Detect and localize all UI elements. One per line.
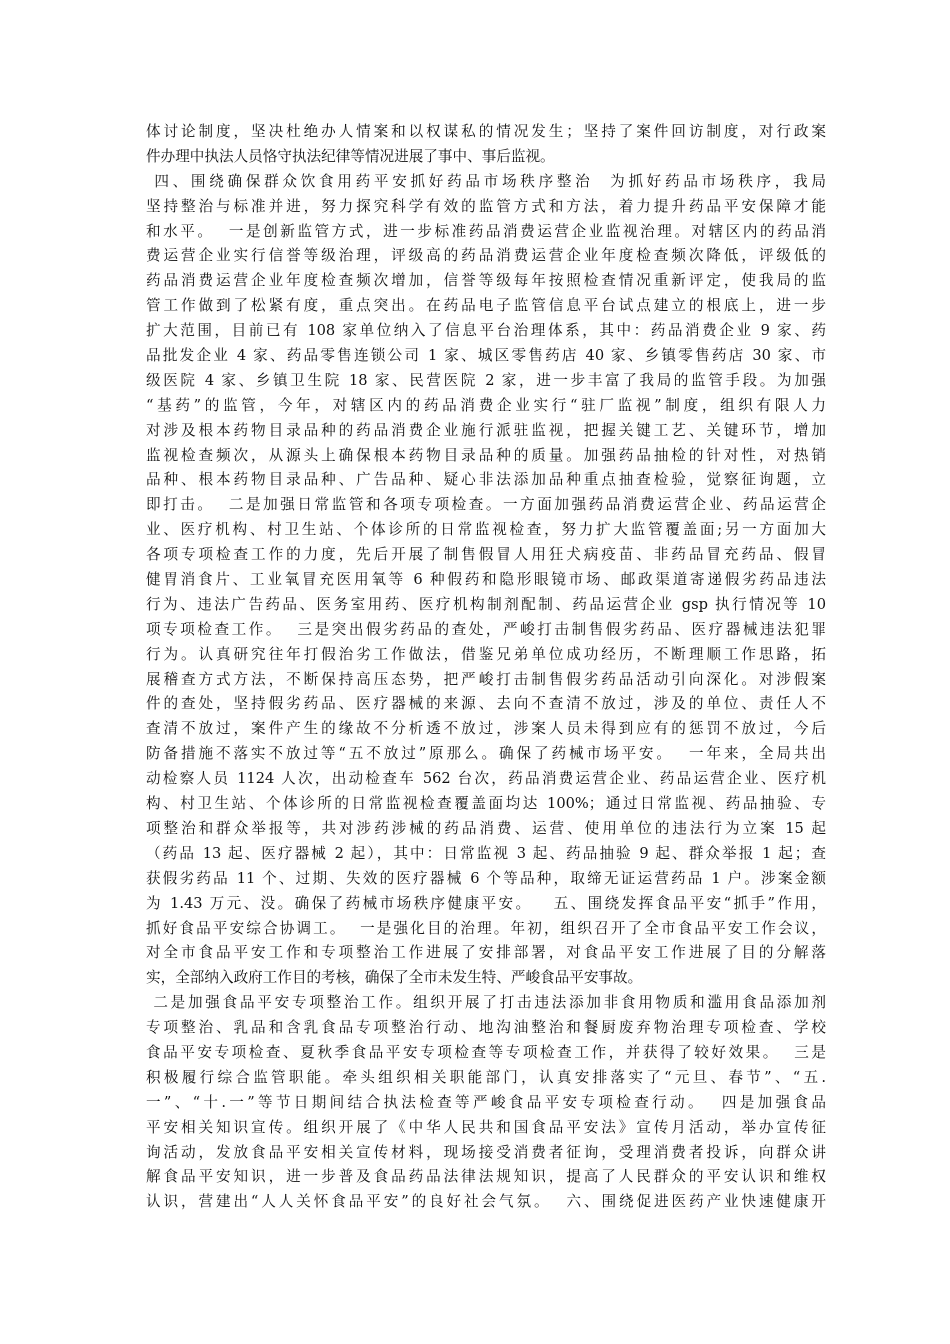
text-line: 动检察人员 1124 人次，出动检查车 562 台次，药品消费运营企业、药品运营企业、医疗机 <box>146 770 826 788</box>
text-line: 品批发企业 4 家、药品零售连锁公司 1 家、城区零售药店 40 家、乡镇零售药店 30 家、市 <box>146 347 826 365</box>
text-line: 对全市食品平安工作和专项整治工作进展了安排部署，对食品平安工作进展了目的分解落 <box>146 944 826 962</box>
text-line: 食品平安专项检查、夏秋季食品平安专项检查等专项检查工作，并获得了较好效果。 三是 <box>146 1043 826 1061</box>
text-line: 管工作做到了松紧有度，重点突出。在药品电子监管信息平台试点建立的根底上，进一步 <box>146 297 826 315</box>
text-line: 抓好食品平安综合协调工。 一是强化目的治理。年初，组织召开了全市食品平安工作会议， <box>146 919 826 937</box>
text-line: 监视检查频次，从源头上确保根本药物目录品种的质量。加强药品抽检的针对性，对热销 <box>146 446 826 464</box>
text-line: 和水平。 一是创新监管方式，进一步标准药品消费运营企业监视治理。对辖区内的药品消 <box>146 222 826 240</box>
text-line: 健胃消食片、工业氧冒充医用氧等 6 种假药和隐形眼镜市场、邮政渠道寄递假劣药品违法 <box>146 571 826 589</box>
text-line: 询活动，发放食品平安相关宣传材料，现场接受消费者征询，受理消费者投诉，向群众讲 <box>146 1143 826 1161</box>
text-line: 项整治和群众举报等，共对涉药涉械的药品消费、运营、使用单位的违法行为立案 15 起 <box>146 819 826 837</box>
text-line: 业、医疗机构、村卫生站、个体诊所的日常监视检查，努力扩大监管覆盖面;另一方面加大 <box>146 521 826 539</box>
text-line: 防备措施不落实不放过等“五不放过”原那么。确保了药械市场平安。 一年来，全局共出 <box>146 745 826 763</box>
text-line: 级医院 4 家、乡镇卫生院 18 家、民营医院 2 家，进一步丰富了我局的监管手段。为加强 <box>146 371 826 389</box>
text-line: 体讨论制度，坚决杜绝办人情案和以权谋私的情况发生；坚持了案件回访制度，对行政案 <box>146 123 826 140</box>
text-line: 项专项检查工作。 三是突出假劣药品的查处，严峻打击制售假劣药品、医疗器械违法犯罪 <box>146 620 826 638</box>
text-line: 品种、根本药物目录品种、广告品种、疑心非法添加品种重点抽查检验，觉察征询题，立 <box>146 471 826 489</box>
text-line: 坚持整治与标准并进，努力探究科学有效的监管方式和方法，着力提升药品平安保障才能 <box>146 197 826 215</box>
text-line: 专项整治、乳品和含乳食品专项整治行动、地沟油整治和餐厨废弃物治理专项检查、学校 <box>146 1019 826 1037</box>
text-line: 药品消费运营企业年度检查频次增加，信誉等级每年按照检查情况重新评定，使我局的监 <box>146 272 826 290</box>
text-line: 各项专项检查工作的力度，先后开展了制售假冒人用狂犬病疫苗、非药品冒充药品、假冒 <box>146 546 826 564</box>
text-line: 二是加强食品平安专项整治工作。组织开展了打击违法添加非食用物质和滥用食品添加剂 <box>146 994 826 1012</box>
text-line: 实，全部纳入政府工作目的考核，确保了全市未发生特、严峻食品平安事故。 <box>146 969 643 987</box>
text-line: 积极履行综合监管职能。牵头组织相关职能部门，认真安排落实了“元旦、春节”、“五. <box>146 1068 826 1086</box>
text-line: 行为、违法广告药品、医务室用药、医疗机构制剂配制、药品运营企业 gsp 执行情况等 10 <box>146 595 826 613</box>
body-text <box>146 120 826 1215</box>
text-line: 即打击。 二是加强日常监管和各项专项检查。一方面加强药品消费运营企业、药品运营企 <box>146 496 826 514</box>
text-line: 行为。认真研究往年打假治劣工作做法，借鉴兄弟单位成功经历，不断理顺工作思路，拓 <box>146 645 826 663</box>
text-line: 一”、“十.一”等节日期间结合执法检查等严峻食品平安专项检查行动。 四是加强食品 <box>146 1093 826 1111</box>
text-line: 展稽查方式方法，不断保持高压态势，把严峻打击制售假劣药品活动引向深化。对涉假案 <box>146 670 826 688</box>
text-line: “基药”的监管，今年，对辖区内的药品消费企业实行“驻厂监视”制度，组织有限人力 <box>146 396 826 414</box>
text-line: 费运营企业实行信誉等级治理，评级高的药品消费运营企业年度检查频次降低，评级低的 <box>146 247 826 265</box>
text-line: 获假劣药品 11 个、过期、失效的医疗器械 6 个等品种，取缔无证运营药品 1 户。涉案金额 <box>146 869 826 887</box>
text-line: 件的查处，坚持假劣药品、医疗器械的来源、去向不查清不放过，涉及的单位、责任人不 <box>146 695 826 713</box>
text-line: 认识，营建出“人人关怀食品平安”的良好社会气氛。 六、围绕促进医药产业快速健康开 <box>146 1193 826 1211</box>
text-line: 平安相关知识宣传。组织开展了《中华人民共和国食品平安法》宣传月活动，举办宣传征 <box>146 1118 826 1136</box>
text-line: 四、围绕确保群众饮食用药平安抓好药品市场秩序整治 为抓好药品市场秩序，我局 <box>146 172 826 190</box>
text-line: 为 1.43 万元、没。确保了药械市场秩序健康平安。 五、围绕发挥食品平安“抓手”作用， <box>146 894 826 912</box>
text-line: 扩大范围，目前已有 108 家单位纳入了信息平台治理体系，其中：药品消费企业 9 家、药 <box>146 322 826 340</box>
text-line: 对涉及根本药物目录品种的药品消费企业施行派驻监视，把握关键工艺、关键环节，增加 <box>146 421 826 439</box>
text-line: 解食品平安知识，进一步普及食品药品法律法规知识，提高了人民群众的平安认识和维权 <box>146 1168 826 1186</box>
text-line: 件办理中执法人员恪守执法纪律等情况进展了事中、事后监视。 <box>146 147 555 165</box>
text-line: 查清不放过，案件产生的缘故不分析透不放过，涉案人员未得到应有的惩罚不放过，今后 <box>146 720 826 738</box>
text-line: 构、村卫生站、个体诊所的日常监视检查覆盖面均达 100%；通过日常监视、药品抽验、专 <box>146 795 826 813</box>
text-line: （药品 13 起、医疗器械 2 起），其中：日常监视 3 起、药品抽验 9 起、群众举报 1 起；查 <box>146 844 826 862</box>
